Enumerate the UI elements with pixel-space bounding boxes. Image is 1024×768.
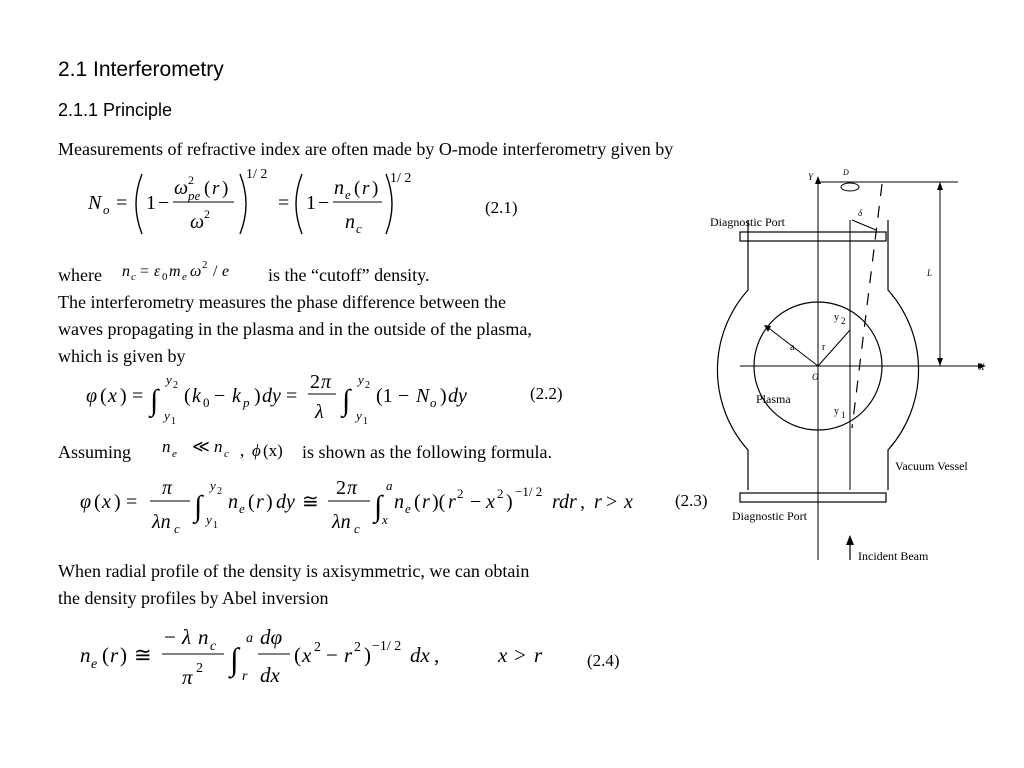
svg-text:(: ( (354, 178, 361, 199)
svg-text:e: e (239, 501, 245, 516)
svg-text:(: ( (414, 491, 421, 513)
abel-text-line-2: the density profiles by Abel inversion (58, 588, 329, 608)
equation-2-1 (80, 162, 440, 246)
assuming-condition (160, 432, 300, 466)
svg-text:1: 1 (146, 192, 156, 214)
phase-text-line-2: waves propagating in the plasma and in the outside of the plasma, (58, 319, 532, 339)
label-y2: y (834, 312, 839, 323)
svg-text:=: = (126, 491, 138, 513)
svg-text:r: r (422, 491, 430, 513)
svg-text:y: y (358, 372, 364, 387)
svg-text:y: y (166, 372, 172, 387)
svg-text:e: e (172, 448, 177, 460)
svg-text:1: 1 (306, 192, 316, 214)
label-vacuum-vessel: Vacuum Vessel (895, 459, 968, 473)
svg-text:>: > (514, 643, 526, 667)
svg-text:−: − (164, 625, 176, 649)
svg-text:2: 2 (314, 640, 321, 655)
bottom-diagnostic-port (740, 493, 886, 502)
svg-text:e: e (222, 263, 230, 280)
svg-text:(: ( (184, 385, 191, 407)
svg-text:2: 2 (497, 486, 504, 501)
svg-text:dx: dx (260, 663, 280, 687)
svg-text:r: r (594, 491, 602, 513)
svg-text:rdr: rdr (552, 491, 577, 513)
svg-text:φ: φ (80, 491, 92, 513)
svg-text:): ) (114, 491, 121, 513)
svg-text:/: / (213, 263, 218, 280)
svg-text:1/ 2: 1/ 2 (246, 167, 268, 182)
svg-text:): ) (364, 643, 371, 667)
svg-text:)(: )( (432, 491, 446, 513)
svg-text:x: x (102, 491, 111, 513)
incident-beam-arrow (846, 535, 854, 545)
svg-text:1: 1 (213, 520, 218, 531)
svg-text:2: 2 (196, 661, 203, 676)
svg-text:r: r (242, 669, 248, 684)
svg-text:>: > (606, 491, 618, 513)
svg-text:2: 2 (310, 371, 320, 393)
svg-text:): ) (254, 385, 261, 407)
svg-text:2: 2 (204, 207, 210, 221)
svg-text:dφ: dφ (260, 625, 283, 649)
interferometry-diagram (700, 160, 1000, 580)
svg-text:0: 0 (162, 271, 168, 283)
svg-text:p: p (243, 395, 250, 410)
label-plasma: Plasma (756, 392, 791, 406)
label-length: L (927, 268, 933, 278)
svg-text:r: r (448, 491, 456, 513)
svg-text:n: n (214, 437, 223, 456)
svg-text:π: π (162, 477, 173, 499)
svg-text:x: x (382, 512, 388, 527)
label-delta: δ (858, 208, 863, 218)
svg-text:∫: ∫ (374, 490, 383, 523)
svg-text:≅: ≅ (134, 643, 152, 667)
svg-text:ϕ: ϕ (252, 441, 261, 460)
equation-2-2 (80, 368, 500, 430)
equation-2-3 (80, 470, 680, 536)
svg-text:−1/ 2: −1/ 2 (372, 639, 402, 654)
svg-text:c: c (174, 521, 180, 536)
svg-text:r: r (534, 643, 543, 667)
svg-text:(: ( (94, 491, 101, 513)
label-detector: D (843, 168, 849, 177)
svg-text:r: r (110, 643, 119, 667)
svg-text:π: π (182, 665, 193, 689)
svg-text:n: n (198, 625, 209, 649)
svg-text:(: ( (294, 643, 301, 667)
svg-text:,: , (240, 441, 245, 460)
svg-text:c: c (131, 271, 136, 283)
svg-text:): ) (222, 178, 229, 199)
svg-text:a: a (386, 478, 393, 493)
svg-text:e: e (345, 187, 351, 202)
svg-text:c: c (354, 521, 360, 536)
equation-2-4 (80, 620, 560, 692)
svg-text:=: = (140, 263, 150, 280)
svg-text:n: n (162, 437, 171, 456)
svg-text:−: − (318, 192, 330, 214)
phase-text-line-3: which is given by (58, 346, 186, 366)
section-title: 2.1 Interferometry (58, 58, 224, 81)
svg-text:r: r (212, 178, 220, 199)
label-diagnostic-port-top: Diagnostic Port (710, 215, 785, 229)
svg-text:dx: dx (410, 643, 430, 667)
top-diagnostic-port (740, 232, 886, 241)
assuming-tail-text: is shown as the following formula. (302, 442, 552, 462)
svg-text:(: ( (100, 385, 107, 407)
svg-text:e: e (405, 501, 411, 516)
label-a: a (790, 342, 795, 353)
svg-text:π: π (321, 371, 332, 393)
label-y2-sub: 2 (841, 316, 846, 326)
svg-text:ω: ω (174, 177, 189, 199)
svg-text:=: = (278, 192, 290, 214)
svg-text:k: k (232, 385, 241, 407)
svg-text:x: x (108, 385, 117, 407)
label-y1-sub: 1 (841, 410, 846, 420)
svg-text:x: x (624, 491, 633, 513)
svg-text:ω: ω (190, 211, 205, 233)
svg-text:): ) (266, 491, 273, 513)
svg-text:2: 2 (457, 486, 464, 501)
svg-text:λ: λ (182, 625, 192, 649)
svg-text:−: − (470, 491, 482, 513)
svg-text:a: a (246, 631, 253, 646)
svg-text:ω: ω (190, 263, 202, 280)
svg-text:o: o (430, 395, 437, 410)
svg-text:dy: dy (276, 491, 295, 513)
svg-text:k: k (192, 385, 201, 407)
svg-text:n: n (334, 177, 344, 199)
svg-text:e: e (91, 657, 98, 672)
svg-text:(: ( (248, 491, 255, 513)
svg-text:≅: ≅ (302, 491, 319, 513)
svg-text:π: π (347, 477, 358, 499)
svg-text:λn: λn (152, 511, 171, 533)
svg-text:−: − (214, 385, 226, 407)
svg-text:m: m (169, 263, 181, 280)
svg-text:c: c (210, 639, 217, 654)
svg-text:): ) (440, 385, 447, 407)
svg-text:c: c (224, 448, 229, 460)
equation-label-2-3: (2.3) (675, 491, 708, 510)
svg-text:o: o (103, 202, 110, 217)
svg-text:n: n (228, 491, 238, 513)
svg-text:x: x (498, 643, 508, 667)
svg-text:,: , (434, 643, 440, 667)
svg-text:2: 2 (202, 259, 208, 271)
svg-text:(: ( (102, 643, 109, 667)
svg-text:n: n (345, 211, 355, 233)
equation-label-2-4: (2.4) (587, 651, 620, 670)
svg-text:r: r (362, 178, 370, 199)
svg-text:pe: pe (188, 188, 201, 203)
svg-text:y: y (356, 408, 362, 423)
svg-text:1: 1 (171, 416, 176, 427)
svg-text:2: 2 (217, 486, 222, 497)
assuming-text: Assuming (58, 442, 132, 462)
deflected-beam (852, 184, 882, 428)
svg-text:φ: φ (86, 385, 98, 407)
svg-text:∫: ∫ (150, 384, 159, 417)
label-incident-beam: Incident Beam (858, 549, 929, 563)
svg-text:−: − (158, 192, 170, 214)
svg-text:2: 2 (336, 477, 346, 499)
svg-text:0: 0 (203, 395, 210, 410)
label-x-axis: X (979, 362, 985, 372)
cutoff-text: is the “cutoff” density. (268, 265, 430, 285)
subsection-title: 2.1.1 Principle (58, 100, 173, 120)
svg-text:dy: dy (448, 385, 467, 407)
svg-text:−1/ 2: −1/ 2 (515, 484, 543, 499)
svg-text:≪: ≪ (192, 437, 210, 456)
svg-text:n: n (122, 263, 130, 280)
svg-text:∫: ∫ (342, 384, 351, 417)
svg-text:=: = (286, 385, 298, 407)
svg-text:e: e (182, 271, 187, 283)
equation-label-2-1: (2.1) (485, 198, 518, 217)
phase-text-line-1: The interferometry measures the phase difference between the (58, 292, 506, 312)
intro-text: Measurements of refractive index are often made by O-mode interferometry given by (58, 139, 674, 159)
svg-text:n: n (80, 643, 91, 667)
svg-text:y: y (206, 512, 212, 527)
svg-text:−: − (398, 385, 410, 407)
svg-text:): ) (120, 643, 127, 667)
svg-text:N: N (88, 192, 102, 214)
svg-text:(x): (x) (263, 441, 283, 460)
svg-text:(: ( (204, 178, 211, 199)
svg-text:=: = (116, 192, 128, 214)
svg-text:y: y (164, 408, 170, 423)
svg-text:r: r (344, 643, 353, 667)
svg-text:): ) (506, 491, 513, 513)
label-origin: O (812, 372, 819, 382)
svg-text:−: − (326, 643, 338, 667)
svg-text:λn: λn (332, 511, 351, 533)
vacuum-vessel-right-wall (888, 220, 919, 490)
label-diagnostic-port-bottom: Diagnostic Port (732, 509, 807, 523)
label-y1: y (834, 406, 839, 417)
svg-text:∫: ∫ (194, 490, 203, 523)
svg-text:dy: dy (262, 385, 281, 407)
svg-text:2: 2 (354, 640, 361, 655)
abel-text-line-1: When radial profile of the density is axisymmetric, we can obtain (58, 561, 530, 581)
svg-text:c: c (356, 221, 362, 236)
svg-text:ε: ε (154, 263, 161, 280)
svg-text:,: , (580, 491, 585, 513)
svg-text:=: = (132, 385, 144, 407)
cutoff-density-formula (118, 256, 258, 286)
svg-text:): ) (120, 385, 127, 407)
svg-text:(1: (1 (376, 385, 393, 407)
svg-text:1: 1 (363, 416, 368, 427)
svg-text:2: 2 (188, 173, 194, 187)
svg-text:∫: ∫ (230, 641, 239, 677)
svg-text:2: 2 (173, 380, 178, 391)
svg-text:2: 2 (365, 380, 370, 391)
svg-text:1/ 2: 1/ 2 (390, 171, 412, 186)
svg-text:N: N (416, 385, 430, 407)
vacuum-vessel-left-wall (717, 220, 748, 490)
svg-text:x: x (486, 491, 495, 513)
label-y-axis: Y (808, 172, 814, 182)
svg-text:y: y (210, 478, 216, 493)
detector (841, 183, 859, 191)
svg-text:): ) (372, 178, 379, 199)
where-text: where (58, 265, 102, 285)
svg-text:n: n (394, 491, 404, 513)
svg-text:x: x (302, 643, 312, 667)
equation-label-2-2: (2.2) (530, 384, 563, 403)
svg-text:λ: λ (315, 401, 324, 423)
svg-text:r: r (256, 491, 264, 513)
label-r: r (822, 342, 826, 353)
